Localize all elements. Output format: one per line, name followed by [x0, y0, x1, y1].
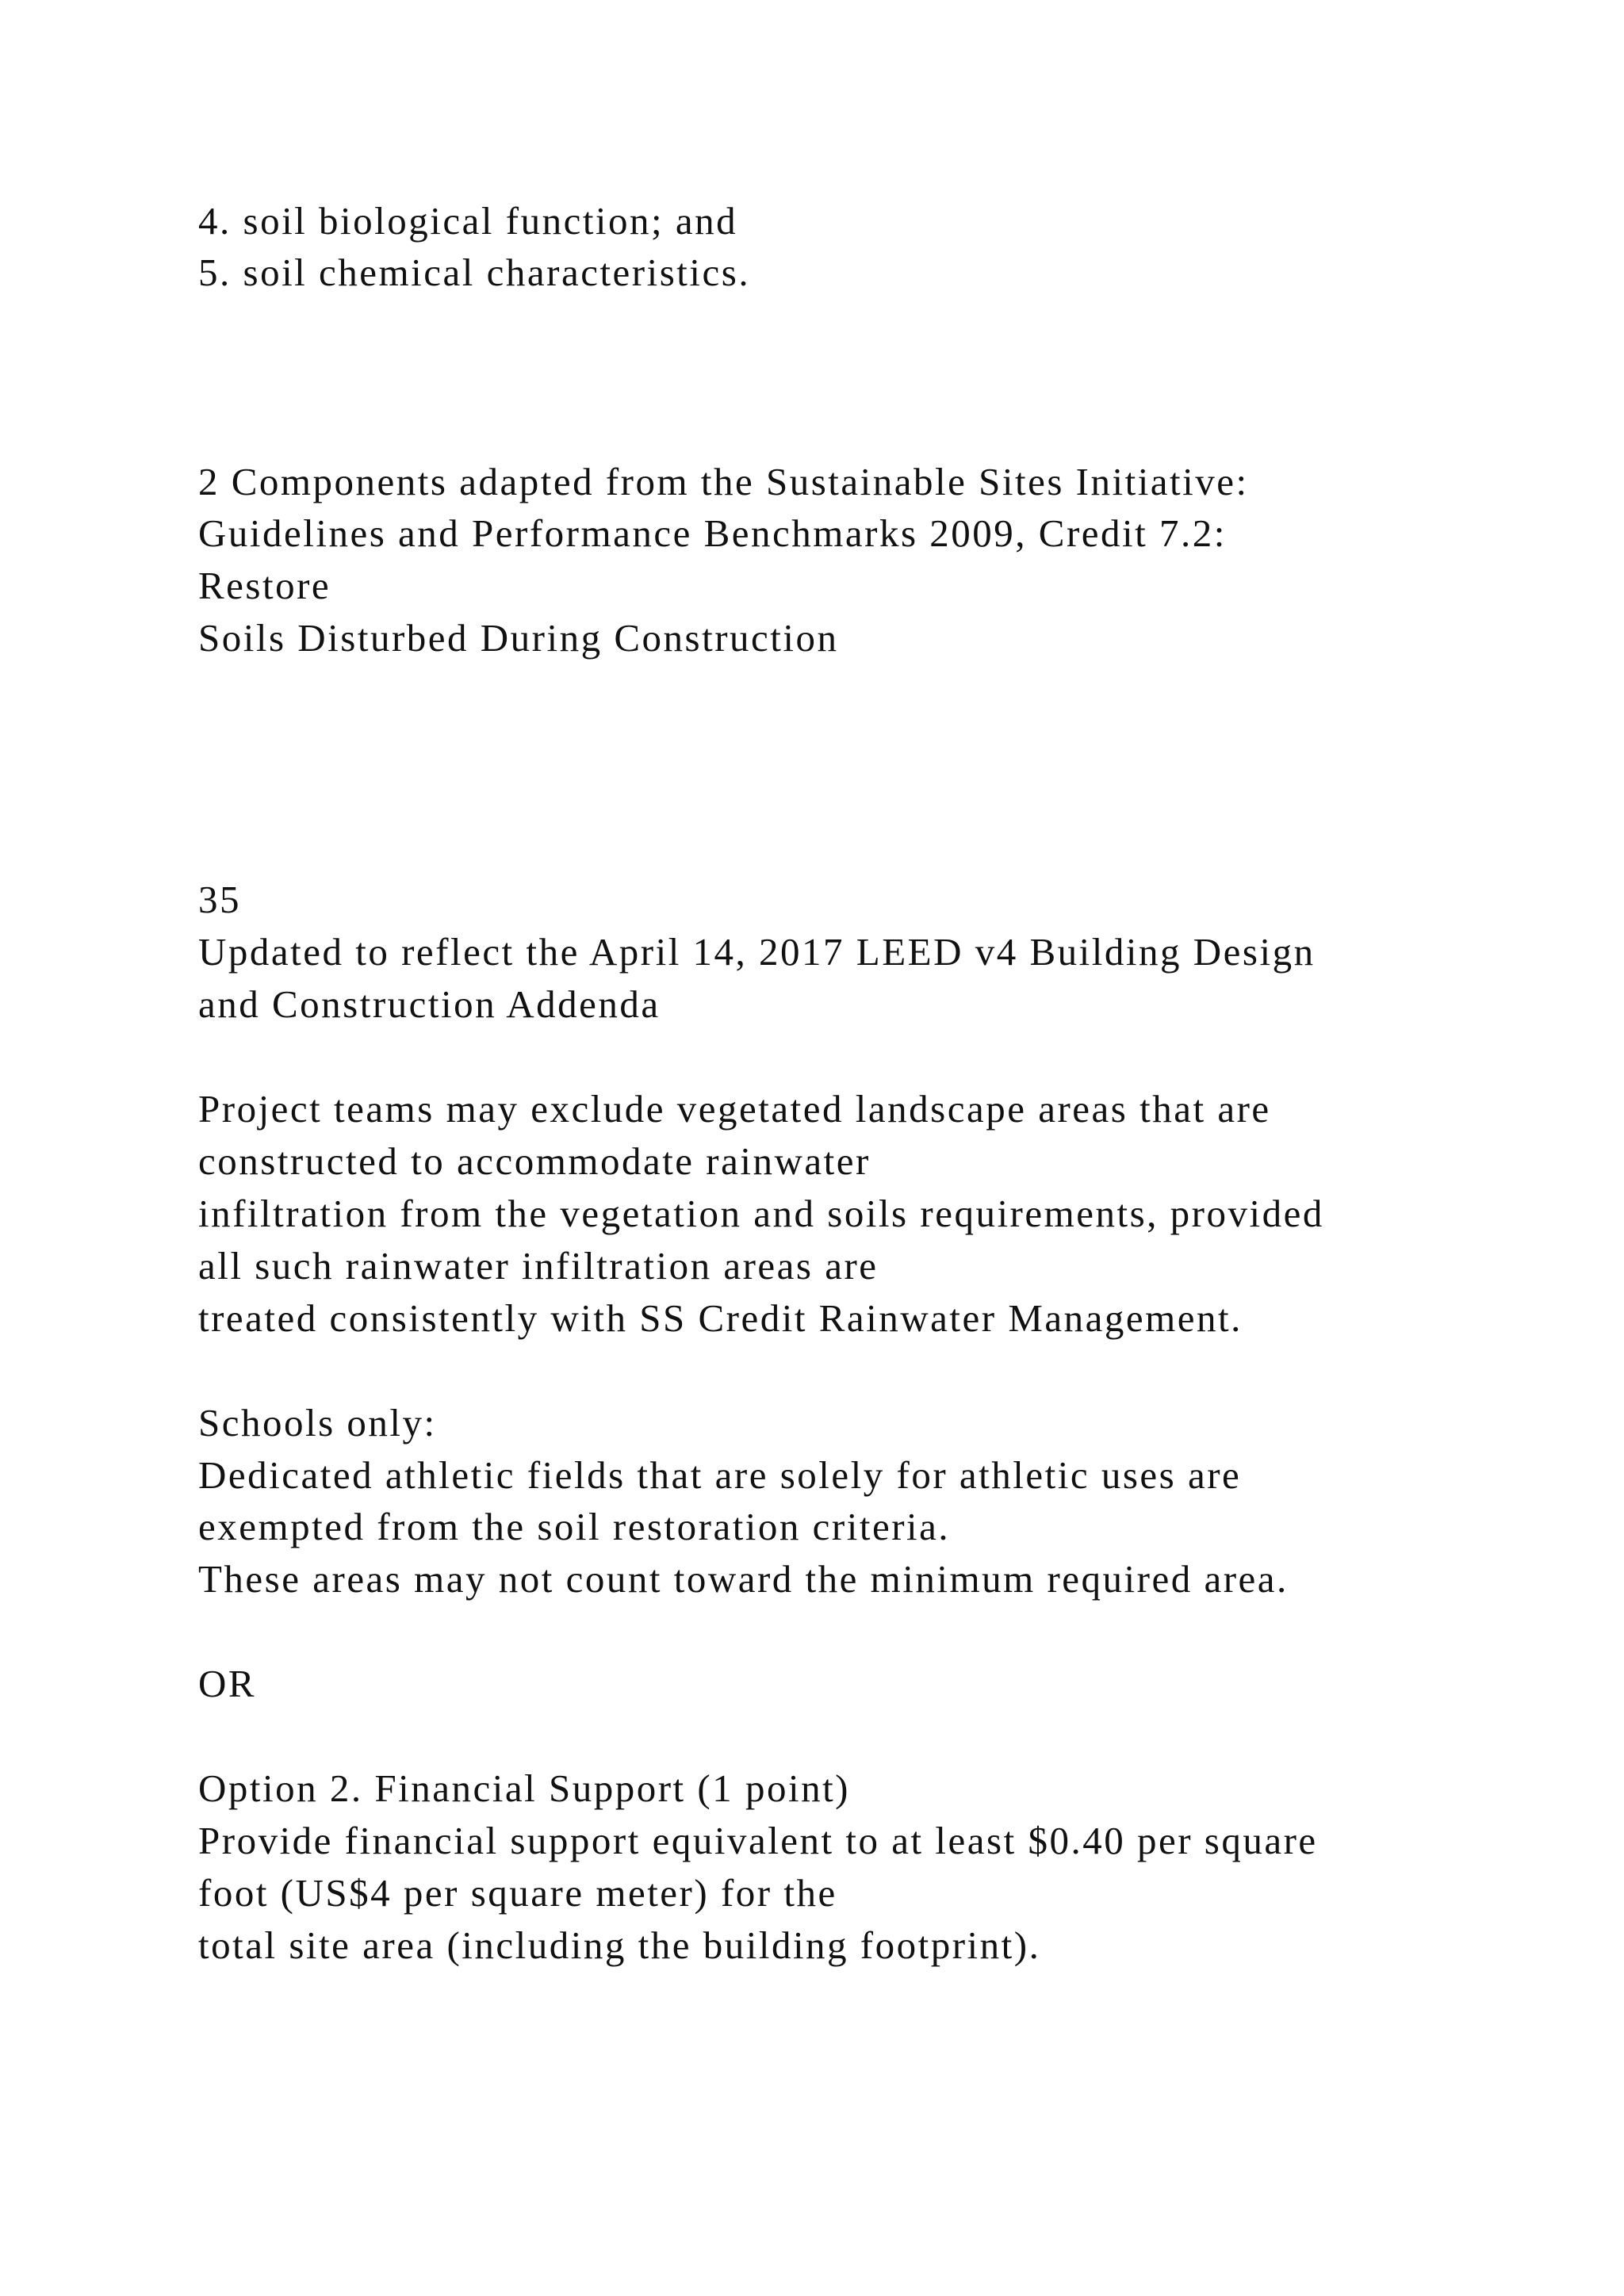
- option2-line-3: total site area (including the building footprint).: [198, 1923, 1041, 1967]
- update-note-line-2: and Construction Addenda: [198, 982, 661, 1026]
- exclusion-line-4: all such rainwater infiltration areas are: [198, 1244, 879, 1288]
- page-number: 35: [198, 878, 241, 921]
- schools-heading: Schools only:: [198, 1401, 437, 1445]
- option2-line-1: Provide financial support equivalent to at least $0.40 per square: [198, 1819, 1318, 1862]
- list-item-4: 4. soil biological function; and: [198, 199, 738, 243]
- option2-line-2: foot (US$4 per square meter) for the: [198, 1871, 837, 1915]
- exclusion-line-1: Project teams may exclude vegetated landscape areas that are: [198, 1087, 1271, 1131]
- footnote-line-3: Restore: [198, 564, 331, 607]
- schools-line-1: Dedicated athletic fields that are solely for athletic uses are: [198, 1453, 1242, 1497]
- list-item-5: 5. soil chemical characteristics.: [198, 251, 751, 294]
- exclusion-line-5: treated consistently with SS Credit Rainwater Management.: [198, 1296, 1243, 1340]
- option2-heading: Option 2. Financial Support (1 point): [198, 1766, 850, 1810]
- exclusion-line-2: constructed to accommodate rainwater: [198, 1139, 871, 1183]
- exclusion-line-3: infiltration from the vegetation and soils requirements, provided: [198, 1192, 1324, 1235]
- update-note-line-1: Updated to reflect the April 14, 2017 LEED v4 Building Design: [198, 930, 1316, 974]
- or-separator: OR: [198, 1662, 257, 1705]
- footnote-line-2: Guidelines and Performance Benchmarks 2009, Credit 7.2:: [198, 511, 1227, 555]
- footnote-line-1: 2 Components adapted from the Sustainable Sites Initiative:: [198, 460, 1249, 503]
- footnote-line-4: Soils Disturbed During Construction: [198, 616, 839, 660]
- schools-line-2: exempted from the soil restoration criteria.: [198, 1505, 951, 1548]
- schools-line-3: These areas may not count toward the minimum required area.: [198, 1557, 1289, 1601]
